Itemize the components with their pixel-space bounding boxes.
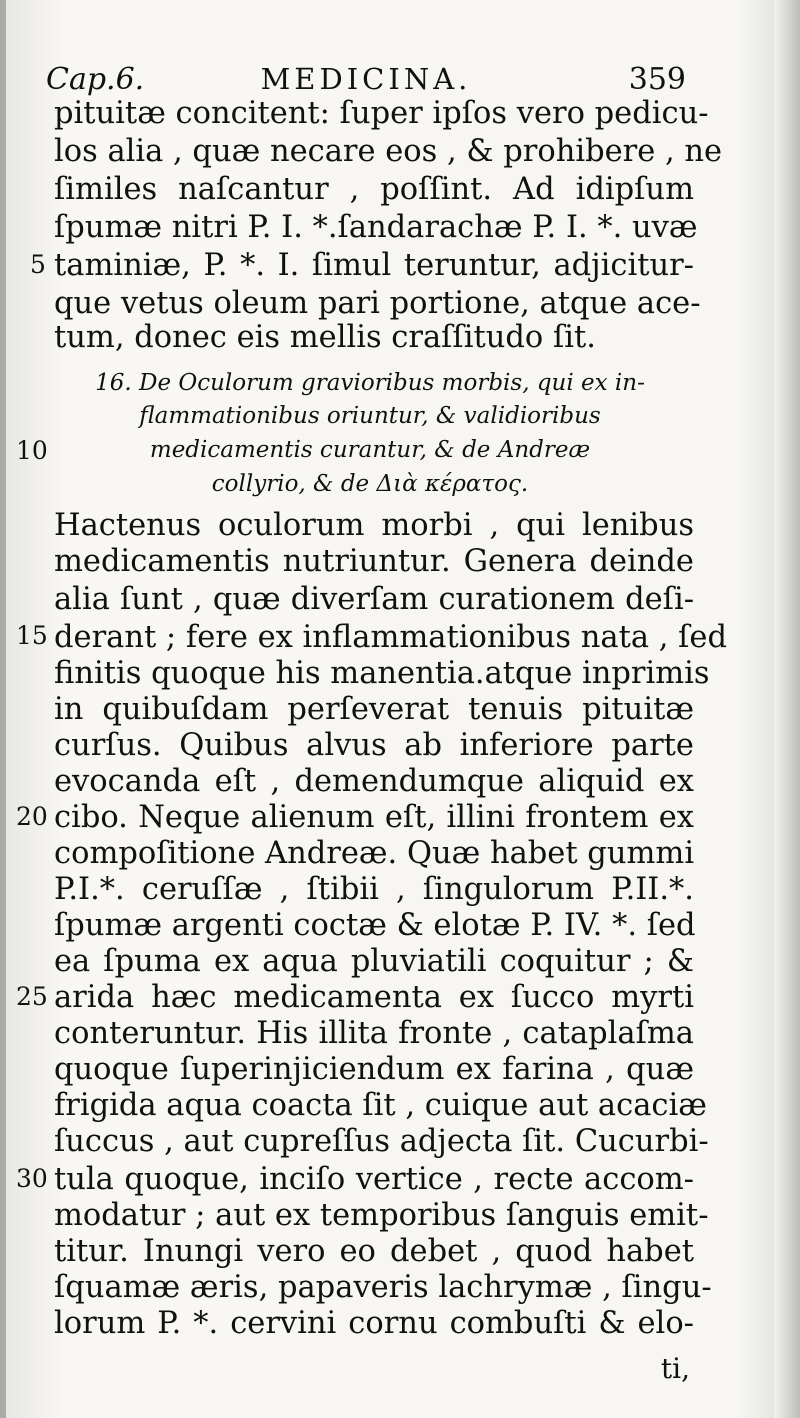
text-line: Hactenus oculorum morbi , qui lenibus [54, 508, 694, 543]
text-line: ſuccus , aut cupreſſus adjecta ſit. Cucurbi- [54, 1124, 709, 1159]
text-line: medicamentis nutriuntur. Genera deinde [54, 544, 694, 579]
text-line: P.I.*. ceruſſæ , ſtibii , ſingulorum P.II.*. [54, 872, 694, 907]
chapter-label: Cap.6. [46, 62, 145, 97]
text-line: lorum P. *. cervini cornu combuſti & elo- [54, 1306, 694, 1341]
section-heading-line: medicamentis curantur, & de Andreæ [149, 437, 591, 463]
margin-line-number: 30 [16, 1164, 48, 1193]
section-heading-line: 16. De Oculorum gravioribus morbis, qui ex in- [95, 370, 645, 396]
text-line: curſus. Quibus alvus ab inferiore parte [54, 728, 694, 763]
margin-line-number: 10 [16, 436, 48, 465]
text-line: ſpumæ nitri P. I. *.ſandarachæ P. I. *. uvæ [54, 210, 698, 245]
running-title: MEDICINA. [260, 62, 472, 96]
text-line: evocanda eſt , demendumque aliquid ex [54, 764, 694, 799]
text-line: pituitæ concitent: ſuper ipſos vero pedicu- [54, 96, 709, 131]
text-line: quoque ſuperinjiciendum ex farina , quæ [54, 1052, 694, 1087]
text-line: ſimiles naſcantur , poſſint. Ad idipſum [54, 172, 694, 207]
text-line: taminiæ, P. *. I. ſimul teruntur, adjicitur- [54, 248, 694, 283]
margin-line-number: 20 [16, 802, 48, 831]
text-line: conteruntur. His illita fronte , cataplaſma [54, 1016, 694, 1051]
page-number: 359 [628, 62, 686, 97]
text-line: in quibuſdam perſeverat tenuis pituitæ [54, 692, 694, 727]
text-line: los alia , quæ necare eos , & prohibere , ne [54, 134, 723, 169]
text-line: arida hæc medicamenta ex ſucco myrti [54, 980, 694, 1015]
text-line: derant ; fere ex inflammationibus nata , ſed [54, 620, 727, 655]
text-line: tum, donec eis mellis craſſitudo ſit. [54, 320, 596, 355]
text-line: compoſitione Andreæ. Quæ habet gummi [54, 836, 695, 871]
section-heading-line: collyrio, & de Διὰ κέρατος. [211, 471, 529, 497]
section-heading-line: flammationibus oriuntur, & validioribus [139, 403, 601, 429]
text-line: cibo. Neque alienum eſt, illini frontem ex [54, 800, 694, 835]
text-line: finitis quoque his manentia.atque inprimis [54, 656, 710, 691]
margin-line-number: 25 [16, 982, 48, 1011]
text-line: frigida aqua coacta ſit , cuique aut acaciæ [54, 1088, 707, 1123]
page-edge [774, 0, 800, 1418]
text-line: ſpumæ argenti coctæ & elotæ P. IV. *. ſed [54, 908, 696, 943]
text-line: tula quoque, inciſo vertice , recte accom- [54, 1162, 694, 1197]
page-gutter [0, 0, 6, 1418]
text-line: ea ſpuma ex aqua pluviatili coquitur ; & [54, 944, 694, 979]
margin-line-number: 5 [30, 250, 46, 279]
running-header [46, 60, 686, 100]
text-line: alia ſunt , quæ diverſam curationem deſi- [54, 582, 694, 617]
text-line: ſquamæ æris, papaveris lachrymæ , ſingu- [54, 1270, 712, 1305]
margin-line-number: 15 [16, 621, 48, 650]
catchword: ti, [660, 1352, 690, 1385]
text-line: que vetus oleum pari portione, atque ace- [54, 286, 701, 321]
text-line: titur. Inungi vero eo debet , quod habet [54, 1234, 694, 1269]
text-line: modatur ; aut ex temporibus ſanguis emit- [54, 1198, 709, 1233]
